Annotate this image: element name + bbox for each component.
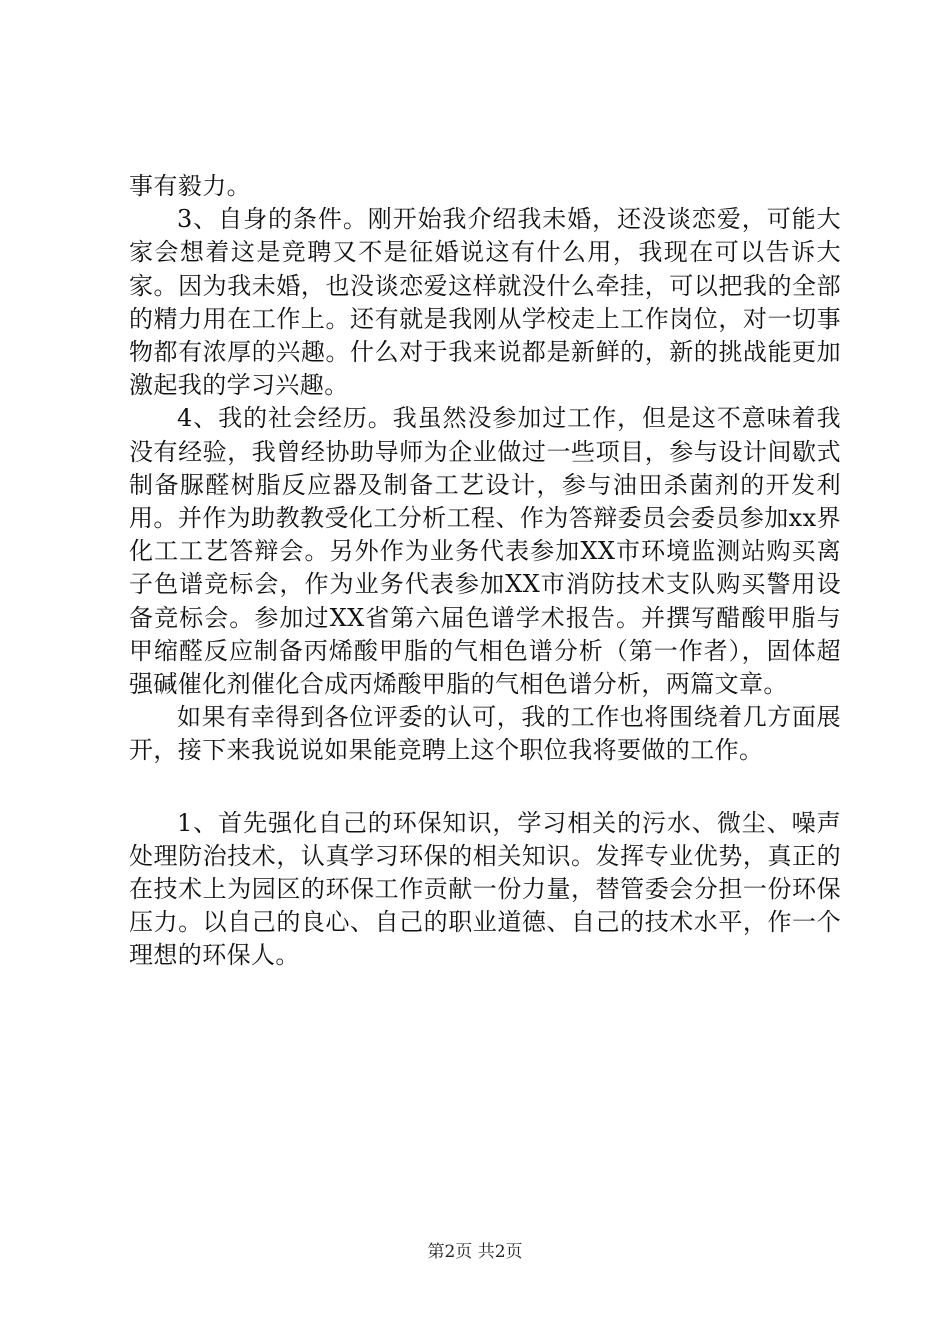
paragraph-work-plan-intro: 如果有幸得到各位评委的认可，我的工作也将围绕着几方面展开，接下来我说说如果能竞聘上这个职位我将要做的工作。 bbox=[129, 703, 841, 765]
paragraph-social-experience: 4、我的社会经历。我虽然没参加过工作，但是这不意味着我没有经验，我曾经协助导师为企业做过一些项目，参与设计间歇式制备脲醛树脂反应器及制备工艺设计，参与油田杀菌剂的开发利用。并作为助教教受化工分析工程、作为答辩委员会委员参加xx界化工工艺答辩会。另外作为业务代表参加XX市环境监测站购买离子色谱竞标会，作为业务代表参加XX市消防技术支队购买警用设备竞标会。参加过XX省第六届色谱学术报告。并撰写醋酸甲脂与甲缩醛反应制备丙烯酸甲脂的气相色谱分析（第一作者），固体超强碱催化剂催化合成丙烯酸甲脂的气相色谱分析，两篇文章。 bbox=[129, 404, 841, 699]
document-body bbox=[129, 170, 841, 973]
paragraph-plan-item-1: 1、首先强化自己的环保知识，学习相关的污水、微尘、噪声处理防治技术，认真学习环保的相关知识。发挥专业优势，真正的在技术上为园区的环保工作贡献一份力量，替管委会分担一份环保压力。以自己的良心、自己的职业道德、自己的技术水平，作一个理想的环保人。 bbox=[129, 808, 841, 970]
paragraph-spacer bbox=[129, 768, 841, 807]
paragraph-continuation: 事有毅力。 bbox=[129, 172, 251, 200]
paragraph-own-conditions: 3、自身的条件。刚开始我介绍我未婚，还没谈恋爱，可能大家会想着这是竞聘又不是征婚说这有什么用，我现在可以告诉大家。因为我未婚，也没谈恋爱这样就没什么牵挂，可以把我的全部的精力用在工作上。还有就是我刚从学校走上工作岗位，对一切事物都有浓厚的兴趣。什么对于我来说都是新鲜的，新的挑战能更加激起我的学习兴趣。 bbox=[129, 205, 841, 400]
page-number-footer: 第2页 共2页 bbox=[427, 1242, 523, 1262]
